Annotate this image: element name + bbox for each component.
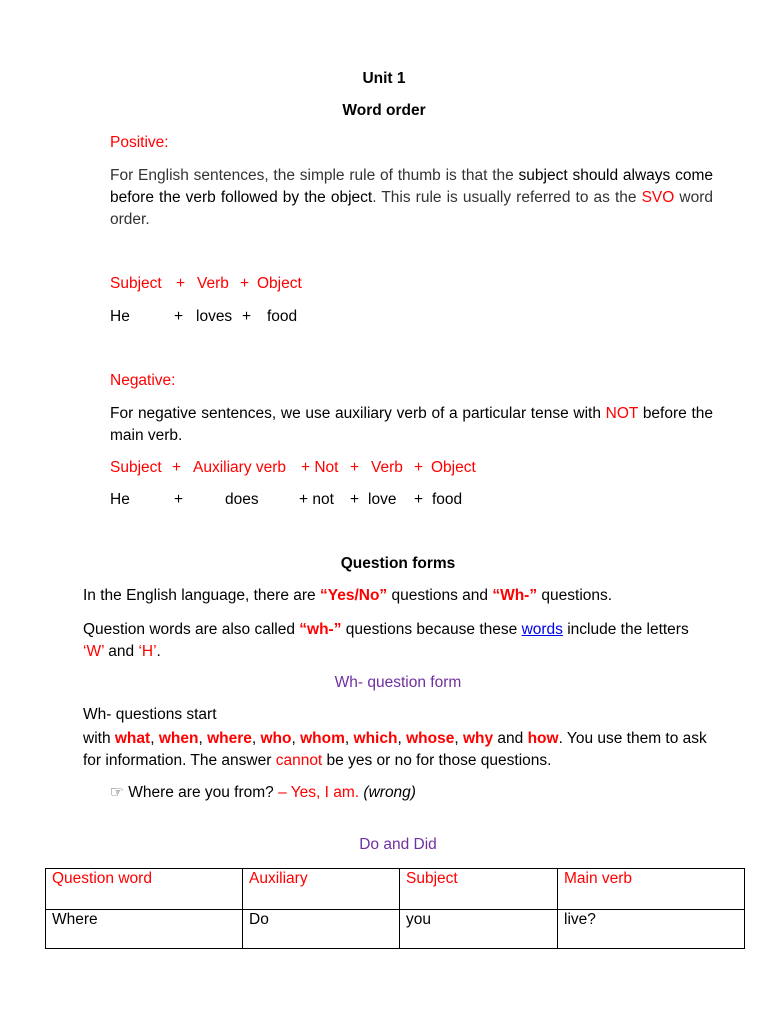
formula-plus: + (350, 459, 360, 476)
formula-subject: Subject (110, 459, 162, 476)
table-cell: live? (558, 910, 745, 949)
question-forms-line: In the English language, there are “Yes/No” questions and “Wh-” questions. (83, 587, 613, 604)
example-word: + (350, 491, 360, 508)
wh-example: ☞ Where are you from? – Yes, I am. (wrong) (110, 784, 416, 801)
example-word: He (110, 491, 130, 508)
not-term: NOT (605, 405, 639, 422)
formula-plus: + (414, 459, 424, 476)
pointing-hand-icon: ☞ (110, 784, 124, 801)
positive-heading: Positive: (110, 134, 169, 151)
svo-term: SVO (641, 189, 675, 206)
words-link[interactable]: words (521, 621, 563, 638)
example-word: + (174, 491, 184, 508)
table-cell: Do (243, 910, 400, 949)
cannot-term: cannot (275, 752, 323, 769)
column-header: Question word (46, 869, 243, 910)
wh-word: when (158, 730, 199, 747)
example-word: loves (196, 308, 233, 325)
wh-paragraph: with what, when, where, who, whom, which, whose, why and how. You use them to ask for information. The answer cannot be yes or no for those questions. (83, 730, 707, 769)
table-cell: you (400, 910, 558, 949)
wh-intro: Wh- questions start (83, 706, 217, 723)
wh-word: who (260, 730, 292, 747)
wh-word: where (207, 730, 252, 747)
example-word: love (368, 491, 397, 508)
page-title: Word order (342, 102, 426, 119)
example-word: does (225, 491, 259, 508)
example-word: + (242, 308, 252, 325)
table-divider (269, 909, 399, 910)
example-word: He (110, 308, 130, 325)
wh-word: whose (406, 730, 455, 747)
negative-heading: Negative: (110, 372, 176, 389)
example-word: + (414, 491, 424, 508)
wh-word: whom (300, 730, 345, 747)
question-forms-heading: Question forms (340, 555, 456, 572)
formula-plus: + (176, 275, 186, 292)
yes-no-term: “Yes/No” (319, 587, 388, 604)
wh-word: how (527, 730, 559, 747)
column-header: Main verb (558, 869, 745, 910)
example-word: + not (299, 491, 334, 508)
wh-word: what (114, 730, 151, 747)
table-cell: Where (46, 910, 243, 949)
formula-subject: Subject (110, 275, 162, 292)
table-divider (103, 909, 243, 910)
letter-h: ‘H’ (138, 643, 157, 660)
column-header: Auxiliary (243, 869, 400, 910)
column-header: Subject (400, 869, 558, 910)
svo-rule-highlight: subject should always come before the verb followed by the object (110, 167, 713, 206)
example-word: + (174, 308, 184, 325)
positive-paragraph: For English sentences, the simple rule of thumb is that the subject should always come before the verb followed by the object. This rule is usually referred to as the SVO word order. (110, 167, 713, 228)
table-row (46, 910, 745, 949)
wh-form-heading: Wh- question form (334, 674, 462, 691)
wh-word: why (462, 730, 494, 747)
negative-paragraph: For negative sentences, we use auxiliary verb of a particular tense with NOT before the main verb. (110, 405, 713, 444)
question-words-paragraph: Question words are also called “wh-” questions because these words include the letters ‘W’ and ‘H’. (83, 621, 689, 660)
wrong-answer: – Yes, I am. (278, 784, 360, 801)
unit-label: Unit 1 (362, 70, 406, 87)
do-did-heading: Do and Did (359, 836, 437, 853)
formula-not: + Not (301, 459, 339, 476)
wh-word: which (353, 730, 398, 747)
formula-plus: + (240, 275, 250, 292)
formula-auxiliary: Auxiliary verb (193, 459, 287, 476)
wrong-note: (wrong) (363, 784, 416, 801)
formula-verb: Verb (197, 275, 229, 292)
formula-object: Object (257, 275, 302, 292)
example-word: food (432, 491, 463, 508)
wh-term: “wh-” (299, 621, 342, 638)
table-divider (432, 909, 556, 910)
formula-object: Object (431, 459, 476, 476)
letter-w: ‘W’ (83, 643, 104, 660)
formula-verb: Verb (371, 459, 403, 476)
example-word: food (267, 308, 298, 325)
formula-plus: + (172, 459, 182, 476)
wh-term: “Wh-” (492, 587, 538, 604)
table-header-row (46, 869, 745, 910)
